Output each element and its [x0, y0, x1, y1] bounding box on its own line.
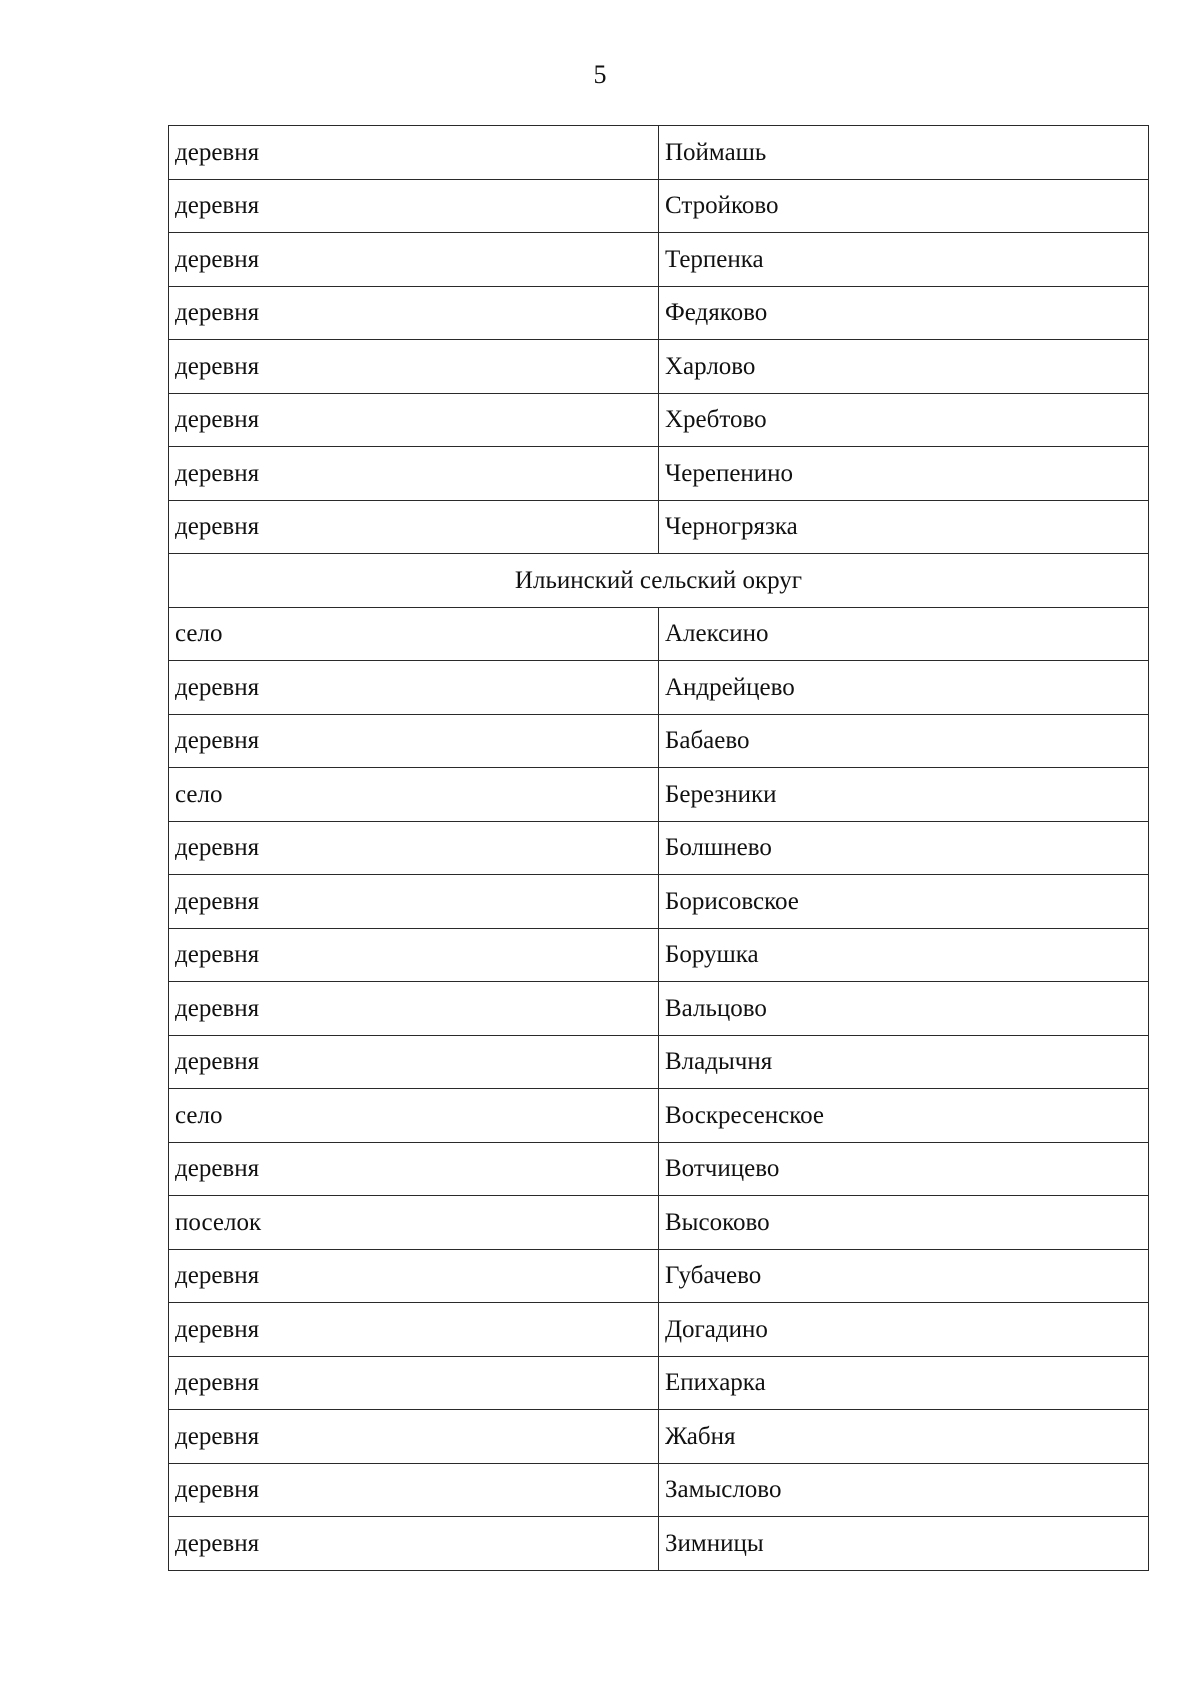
settlement-name: Андрейцево — [659, 661, 1149, 715]
settlement-type: деревня — [169, 661, 659, 715]
table-row — [169, 768, 1149, 822]
settlement-type: деревня — [169, 179, 659, 233]
settlement-name: Хребтово — [659, 393, 1149, 447]
settlement-type: деревня — [169, 1463, 659, 1517]
table-row — [169, 714, 1149, 768]
settlement-type: деревня — [169, 233, 659, 287]
table-row — [169, 500, 1149, 554]
table-row — [169, 286, 1149, 340]
settlement-type: деревня — [169, 286, 659, 340]
table-row — [169, 1463, 1149, 1517]
table-row — [169, 607, 1149, 661]
section-header: Ильинский сельский округ — [169, 554, 1149, 608]
table-row — [169, 1249, 1149, 1303]
table-row — [169, 1196, 1149, 1250]
table-row — [169, 1089, 1149, 1143]
settlement-name: Борисовское — [659, 875, 1149, 929]
table-row — [169, 1035, 1149, 1089]
settlement-name: Поймашь — [659, 126, 1149, 180]
table-row — [169, 1303, 1149, 1357]
settlement-type: деревня — [169, 1356, 659, 1410]
settlement-type: деревня — [169, 447, 659, 501]
settlement-type: деревня — [169, 714, 659, 768]
settlement-name: Вотчицево — [659, 1142, 1149, 1196]
table-row — [169, 447, 1149, 501]
table-row — [169, 1142, 1149, 1196]
settlement-name: Терпенка — [659, 233, 1149, 287]
settlement-type: деревня — [169, 1410, 659, 1464]
settlement-name: Черногрязка — [659, 500, 1149, 554]
settlement-name: Владычня — [659, 1035, 1149, 1089]
settlement-name: Воскресенское — [659, 1089, 1149, 1143]
settlement-name: Зимницы — [659, 1517, 1149, 1571]
settlement-name: Федяково — [659, 286, 1149, 340]
table-row — [169, 875, 1149, 929]
table-body — [169, 126, 1149, 1571]
settlement-name: Харлово — [659, 340, 1149, 394]
settlement-type: село — [169, 607, 659, 661]
settlement-type: деревня — [169, 821, 659, 875]
section-header-row — [169, 554, 1149, 608]
settlement-type: деревня — [169, 340, 659, 394]
settlement-name: Бабаево — [659, 714, 1149, 768]
table-row — [169, 982, 1149, 1036]
table-row — [169, 179, 1149, 233]
settlement-type: деревня — [169, 1035, 659, 1089]
settlement-type: деревня — [169, 1303, 659, 1357]
page-number: 5 — [593, 60, 607, 89]
table-row — [169, 661, 1149, 715]
settlement-name: Болшнево — [659, 821, 1149, 875]
table-row — [169, 1410, 1149, 1464]
table-row — [169, 393, 1149, 447]
settlements-table — [168, 125, 1149, 1571]
settlement-name: Вальцово — [659, 982, 1149, 1036]
settlement-type: деревня — [169, 982, 659, 1036]
table-row — [169, 1356, 1149, 1410]
settlement-type: деревня — [169, 928, 659, 982]
settlement-name: Березники — [659, 768, 1149, 822]
settlement-name: Епихарка — [659, 1356, 1149, 1410]
settlement-name: Высоково — [659, 1196, 1149, 1250]
settlement-type: поселок — [169, 1196, 659, 1250]
settlement-name: Жабня — [659, 1410, 1149, 1464]
settlement-type: село — [169, 1089, 659, 1143]
settlement-type: деревня — [169, 1249, 659, 1303]
settlement-type: деревня — [169, 1142, 659, 1196]
settlement-name: Черепенино — [659, 447, 1149, 501]
table-row — [169, 928, 1149, 982]
settlement-name: Замыслово — [659, 1463, 1149, 1517]
table-row — [169, 126, 1149, 180]
settlement-name: Алексино — [659, 607, 1149, 661]
settlement-name: Догадино — [659, 1303, 1149, 1357]
table-row — [169, 340, 1149, 394]
settlement-type: деревня — [169, 875, 659, 929]
table-row — [169, 821, 1149, 875]
settlement-type: деревня — [169, 126, 659, 180]
table-row — [169, 233, 1149, 287]
settlement-type: деревня — [169, 500, 659, 554]
settlement-name: Губачево — [659, 1249, 1149, 1303]
settlement-name: Борушка — [659, 928, 1149, 982]
settlement-type: село — [169, 768, 659, 822]
settlement-type: деревня — [169, 393, 659, 447]
settlement-name: Стройково — [659, 179, 1149, 233]
settlement-type: деревня — [169, 1517, 659, 1571]
table-row — [169, 1517, 1149, 1571]
